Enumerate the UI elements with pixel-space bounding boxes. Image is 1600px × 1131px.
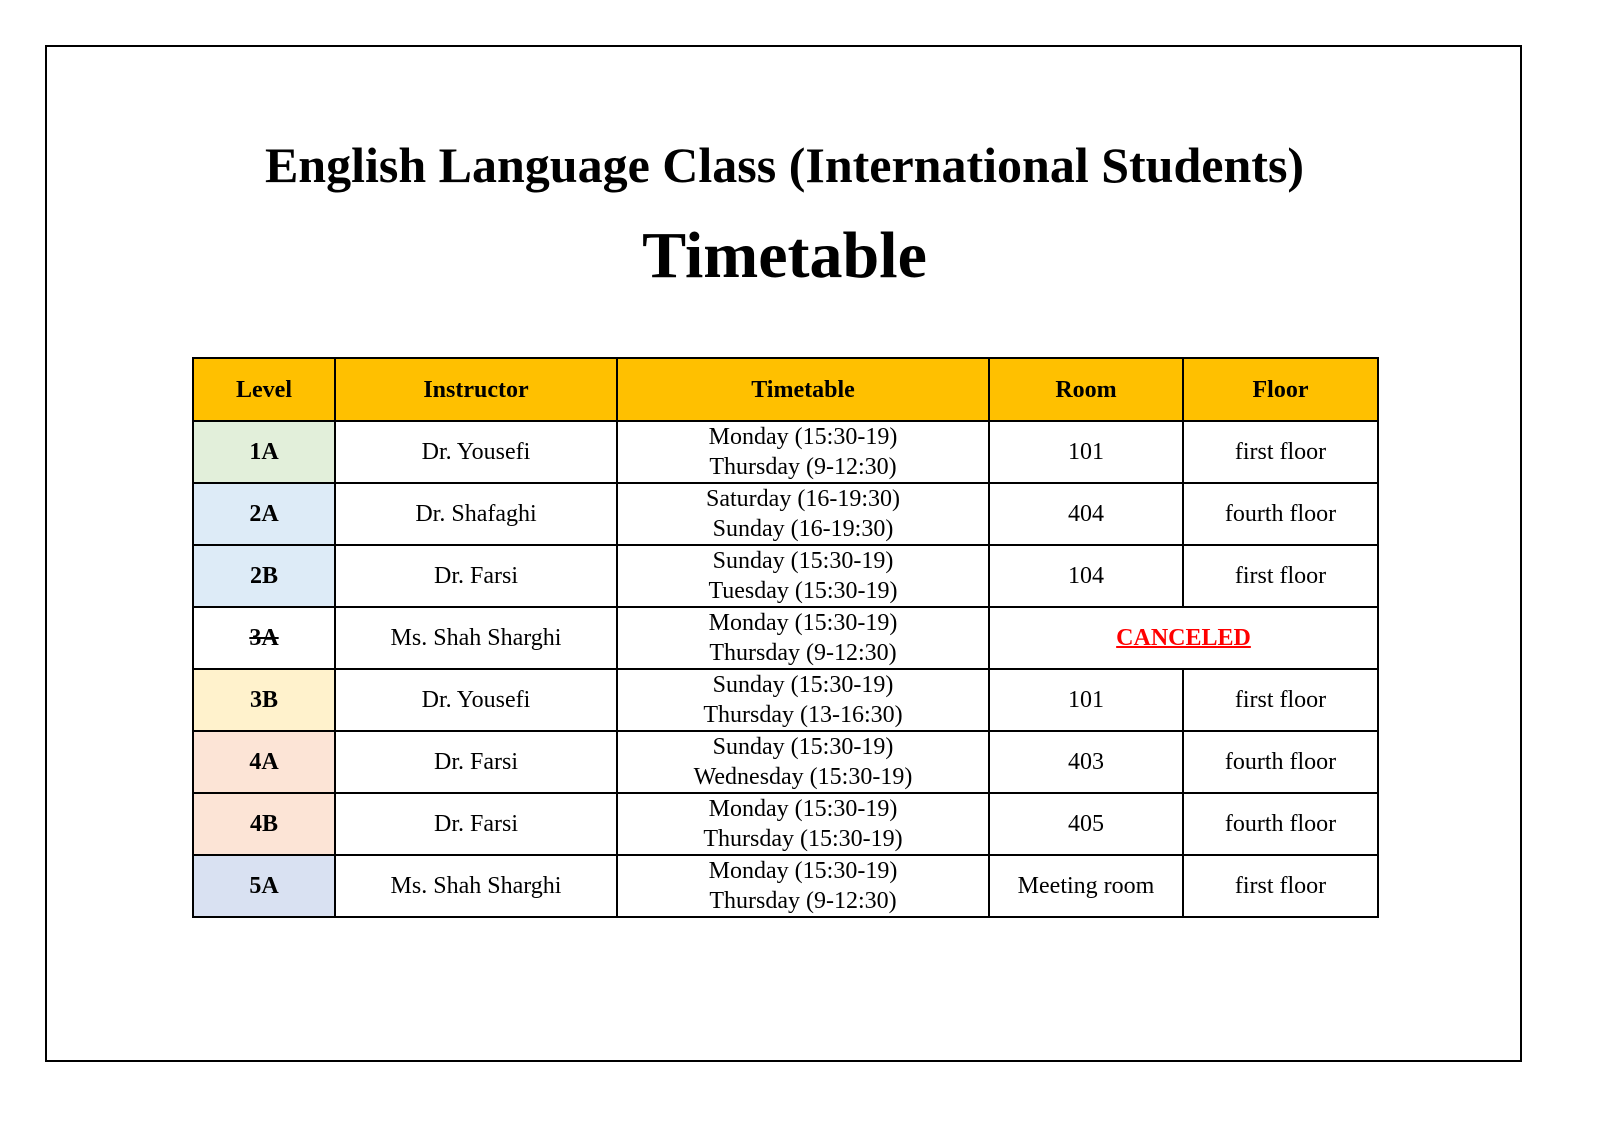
timetable-line: Monday (15:30-19) bbox=[708, 424, 898, 450]
level-cell: 4B bbox=[193, 793, 335, 855]
level-cell: 4A bbox=[193, 731, 335, 793]
timetable-line: Thursday (9-12:30) bbox=[709, 640, 897, 666]
timetable-line: Sunday (15:30-19) bbox=[712, 734, 894, 760]
timetable-line: Tuesday (15:30-19) bbox=[708, 578, 898, 604]
floor-cell: first floor bbox=[1183, 421, 1378, 483]
timetable-line: Thursday (15:30-19) bbox=[703, 826, 903, 852]
timetable-line: Saturday (16-19:30) bbox=[706, 486, 900, 512]
instructor-cell: Ms. Shah Sharghi bbox=[335, 855, 617, 917]
floor-cell: first floor bbox=[1183, 855, 1378, 917]
instructor-cell: Dr. Farsi bbox=[335, 793, 617, 855]
table-row bbox=[193, 669, 1378, 731]
table-row bbox=[193, 607, 1378, 669]
document-title: English Language Class (International Students) bbox=[264, 137, 1305, 193]
room-cell: 104 bbox=[989, 545, 1183, 607]
table-row bbox=[193, 421, 1378, 483]
timetable-line: Monday (15:30-19) bbox=[708, 610, 898, 636]
level-cell: 3A bbox=[193, 607, 335, 669]
room-cell: 405 bbox=[989, 793, 1183, 855]
timetable-cell bbox=[617, 793, 989, 855]
table-row bbox=[193, 483, 1378, 545]
timetable-line: Sunday (16-19:30) bbox=[712, 516, 894, 542]
room-cell: Meeting room bbox=[989, 855, 1183, 917]
level-cell: 3B bbox=[193, 669, 335, 731]
timetable-line: Wednesday (15:30-19) bbox=[693, 764, 913, 790]
instructor-cell: Ms. Shah Sharghi bbox=[335, 607, 617, 669]
header-level: Level bbox=[193, 358, 335, 421]
level-cell: 2A bbox=[193, 483, 335, 545]
header-room: Room bbox=[989, 358, 1183, 421]
instructor-cell: Dr. Farsi bbox=[335, 545, 617, 607]
timetable-line: Thursday (13-16:30) bbox=[703, 702, 903, 728]
instructor-cell: Dr. Shafaghi bbox=[335, 483, 617, 545]
timetable-line: Sunday (15:30-19) bbox=[712, 672, 894, 698]
timetable-line: Monday (15:30-19) bbox=[708, 858, 898, 884]
timetable-cell bbox=[617, 855, 989, 917]
room-cell: 403 bbox=[989, 731, 1183, 793]
floor-cell: first floor bbox=[1183, 669, 1378, 731]
timetable-line: Thursday (9-12:30) bbox=[709, 888, 897, 914]
timetable-cell bbox=[617, 669, 989, 731]
timetable-cell bbox=[617, 483, 989, 545]
timetable-line: Monday (15:30-19) bbox=[708, 796, 898, 822]
floor-cell: fourth floor bbox=[1183, 483, 1378, 545]
instructor-cell: Dr. Farsi bbox=[335, 731, 617, 793]
instructor-cell: Dr. Yousefi bbox=[335, 669, 617, 731]
room-cell: 101 bbox=[989, 669, 1183, 731]
floor-cell: fourth floor bbox=[1183, 793, 1378, 855]
timetable-cell bbox=[617, 607, 989, 669]
timetable-cell bbox=[617, 421, 989, 483]
table-row bbox=[193, 793, 1378, 855]
level-cell: 5A bbox=[193, 855, 335, 917]
canceled-status: CANCELED bbox=[989, 607, 1378, 669]
timetable-line: Sunday (15:30-19) bbox=[712, 548, 894, 574]
header-floor: Floor bbox=[1183, 358, 1378, 421]
floor-cell: first floor bbox=[1183, 545, 1378, 607]
instructor-cell: Dr. Yousefi bbox=[335, 421, 617, 483]
table-row bbox=[193, 855, 1378, 917]
floor-cell: fourth floor bbox=[1183, 731, 1378, 793]
timetable-cell bbox=[617, 545, 989, 607]
header-instructor: Instructor bbox=[335, 358, 617, 421]
table-row bbox=[193, 731, 1378, 793]
level-cell: 2B bbox=[193, 545, 335, 607]
room-cell: 101 bbox=[989, 421, 1183, 483]
room-cell: 404 bbox=[989, 483, 1183, 545]
header-timetable: Timetable bbox=[617, 358, 989, 421]
level-cell: 1A bbox=[193, 421, 335, 483]
document-subtitle: Timetable bbox=[642, 219, 927, 292]
timetable-cell bbox=[617, 731, 989, 793]
table-row bbox=[193, 545, 1378, 607]
timetable-line: Thursday (9-12:30) bbox=[709, 454, 897, 480]
timetable-table bbox=[192, 357, 1379, 918]
header-row bbox=[193, 358, 1378, 421]
